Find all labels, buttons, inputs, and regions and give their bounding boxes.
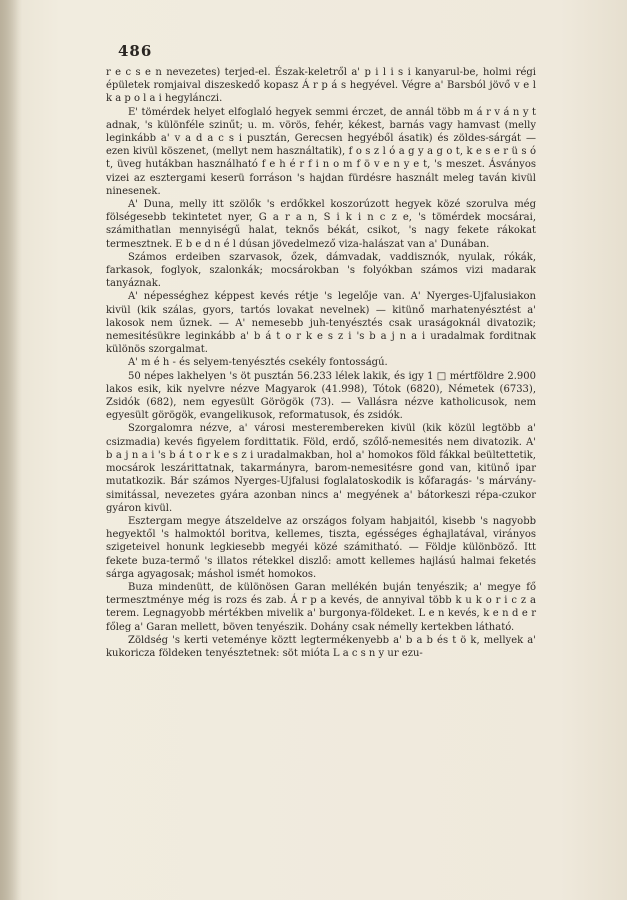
page-body-text — [106, 66, 536, 660]
paragraph-nepes: 50 népes lakhelyen 's öt pusztán 56.233 lélek lakik, és igy 1 □ mértföldre 2.900 lakos esik, kik nyelvre nézve Magyarok (41.998), Tótok (6820), Németek (6733), Zsidók (682), nem egyesült Görögök (73). — Vallásra nézve katholicusok, nem egyesült görögök, evangelikusok, reformatusok, és zsidók. — [106, 370, 536, 422]
paragraph-erczek: E' tömérdek helyet elfoglaló hegyek semmi érczet, de annál több m á r v á n y t adnak, 's különféle szinűt; u. m. vörös, fehér, kékest, barnás vagy hamvast (melly leginkább a' v a d a c s i pusztán, Gerecsen hegyéből ásatik) és zöldes-sárgát — ezen kivül köszenet, (mellyt nem használtatik), f o s z l ó a g y a g o t, k e s e r ü s ó t, üveg hutákban használható f e h é r f i n o m f ö v e n y e t, 's meszet. Ásványos vizei az esztergami keserü forráson 's hajdan fürdésre használt meleg taván kivül ninesenek. — [106, 106, 536, 197]
book-spine-shadow — [0, 0, 22, 900]
page-number: 486 — [118, 42, 153, 60]
paragraph-szorgalomra: Szorgalomra nézve, a' városi mesterembereken kivül (kik közül legtöbb a' csizmadia) kevés figyelem fordittatik. Föld, erdő, szőlő-nemesités nem divatozik. A' b a j n a i 's b á t o r k e s z i uradalmakban, hol a' homokos föld fákkal beültettetik, mocsárok leszárittatnak, takarmányra, barom-nemesitésre gond van, kitünő ipar mutatkozik. Bár számos Nyerges-Ujfalusi foglalatoskodik is kőfaragás- 's márvány-simitással, nevezetes gyára azonban nincs a' megyének a' bátorkeszi répa-czukor gyáron kivül. — [106, 423, 536, 514]
paragraph-meh: A' m é h - és selyem-tenyésztés csekély fontosságú. — [128, 357, 388, 369]
paragraph-nepesseghez: A' népességhez képpest kevés rétje 's legelője van. A' Nyerges-Ujfalusiakon kivül (kik szálas, gyors, tartós lovakat nevelnek) — kitünő marhatenyésztést a' lakosok nem űznek. — A' nemesebb juh-tenyésztés csak uraságoknál divatozik; nemesitésükre leginkább a' b á t o r k e s z i 's b a j n a i uradalmak forditnak különös szorgalmat. — [106, 291, 536, 356]
paragraph-recsen: r e c s e n nevezetes) terjed-el. Észak-keletről a' p i l i s i kanyarul-be, holmi régi épületek romjaival diszeskedő kopasz Á r p á s hegyével. Végre a' Barsból jövő v e l k a p o l a i hegylánczi. — [106, 67, 536, 105]
paragraph-duna: A' Duna, melly itt szölők 's erdőkkel koszorúzott hegyek közé szorulva még fölségesebb tekintetet nyer, G a r a n, S i k i n c z e, 's tömérdek mocsárai, számithatlan mennyiségű halat, teknős békát, csikot, 's nagy fekete rákokat termesztnek. E b e d n é l dúsan jövedelmező viza-halászat van a' Dunában. — [106, 199, 536, 250]
paragraph-esztergam: Esztergam megye átszeldelve az országos folyam habjaitól, kisebb 's nagyobb hegyektől 's halmoktól boritva, kellemes, tiszta, egésséges éghajlatával, virányos szigeteivel honunk legkiesebb megyéi közé számitható. — Földje különböző. Itt fekete buza-termő 's illatos rétekkel diszlő: amott kellemes hajlású halmai feketés sárga agyagosak; máshol ismét homokos. — [106, 515, 536, 580]
paragraph-zoldseg: Zöldség 's kerti veteménye köztt legtermékenyebb a' b a b és t ö k, mellyek a' kukoricza földeken tenyésztetnek: söt mióta L a c s n y ur ezu- — [106, 634, 536, 659]
paragraph-erdeiben: Számos erdeiben szarvasok, őzek, dámvadak, vaddisznók, nyulak, rókák, farkasok, foglyok, szalonkák; mocsárokban 's folyókban számos vizi madarak tanyáznak. — [106, 251, 536, 290]
paragraph-buza: Buza mindenütt, de különösen Garan mellékén buján tenyészik; a' megye fő termesztménye még is rozs és zab. Á r p a kevés, de annyival több k u k o r i c z a terem. Legnagyobb mértékben mivelik a' burgonya-földeket. L e n kevés, k e n d e r főleg a' Garan mellett, böven tenyészik. Dohány csak némelly kertekben látható. — [106, 581, 536, 633]
